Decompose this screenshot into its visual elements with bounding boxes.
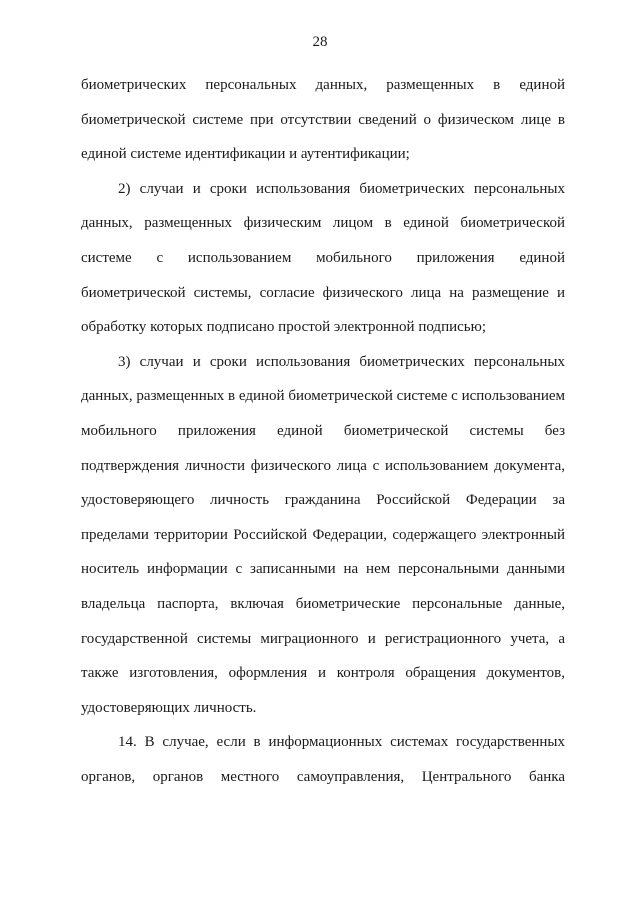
paragraph-continuation [81, 68, 565, 172]
text-line: единой системе идентификации и аутентификации; [81, 146, 410, 163]
paragraph-item-2 [81, 172, 565, 345]
paragraph-section-14 [81, 725, 565, 794]
text-line: биометрической системы, согласие физического лица на размещение и [81, 284, 565, 301]
text-line: данных, размещенных физическим лицом в единой биометрической [81, 215, 565, 232]
text-line: подтверждения личности физического лица с использованием документа, [81, 457, 565, 474]
text-line: владельца паспорта, включая биометрические персональные данные, [81, 595, 565, 612]
paragraph-item-3 [81, 345, 565, 726]
document-body [81, 68, 565, 794]
text-line: органов, органов местного самоуправления, Центрального банка [81, 768, 565, 785]
text-line: 2) случаи и сроки использования биометрических персональных [118, 180, 565, 197]
text-line: мобильного приложения единой биометрической системы без [81, 422, 565, 439]
text-line: биометрической системе при отсутствии сведений о физическом лице в [81, 111, 565, 128]
text-line: биометрических персональных данных, размещенных в единой [81, 77, 565, 93]
text-line: носитель информации с записанными на нем персональными данными [81, 561, 565, 578]
text-line: удостоверяющих личность. [81, 699, 257, 716]
text-line: удостоверяющего личность гражданина Российской Федерации за [81, 492, 565, 509]
text-line: также изготовления, оформления и контроля обращения документов, [81, 665, 565, 682]
text-line: данных, размещенных в единой биометрической системе с использованием [81, 388, 565, 405]
page-number: 28 [312, 34, 328, 50]
text-line: 14. В случае, если в информационных системах государственных [118, 734, 565, 751]
text-line: обработку которых подписано простой электронной подписью; [81, 319, 486, 336]
text-line: пределами территории Российской Федерации, содержащего электронный [81, 526, 565, 543]
text-line: государственной системы миграционного и регистрационного учета, а [81, 630, 565, 647]
text-line: системе с использованием мобильного приложения единой [81, 249, 565, 266]
text-line: 3) случаи и сроки использования биометрических персональных [118, 353, 565, 370]
